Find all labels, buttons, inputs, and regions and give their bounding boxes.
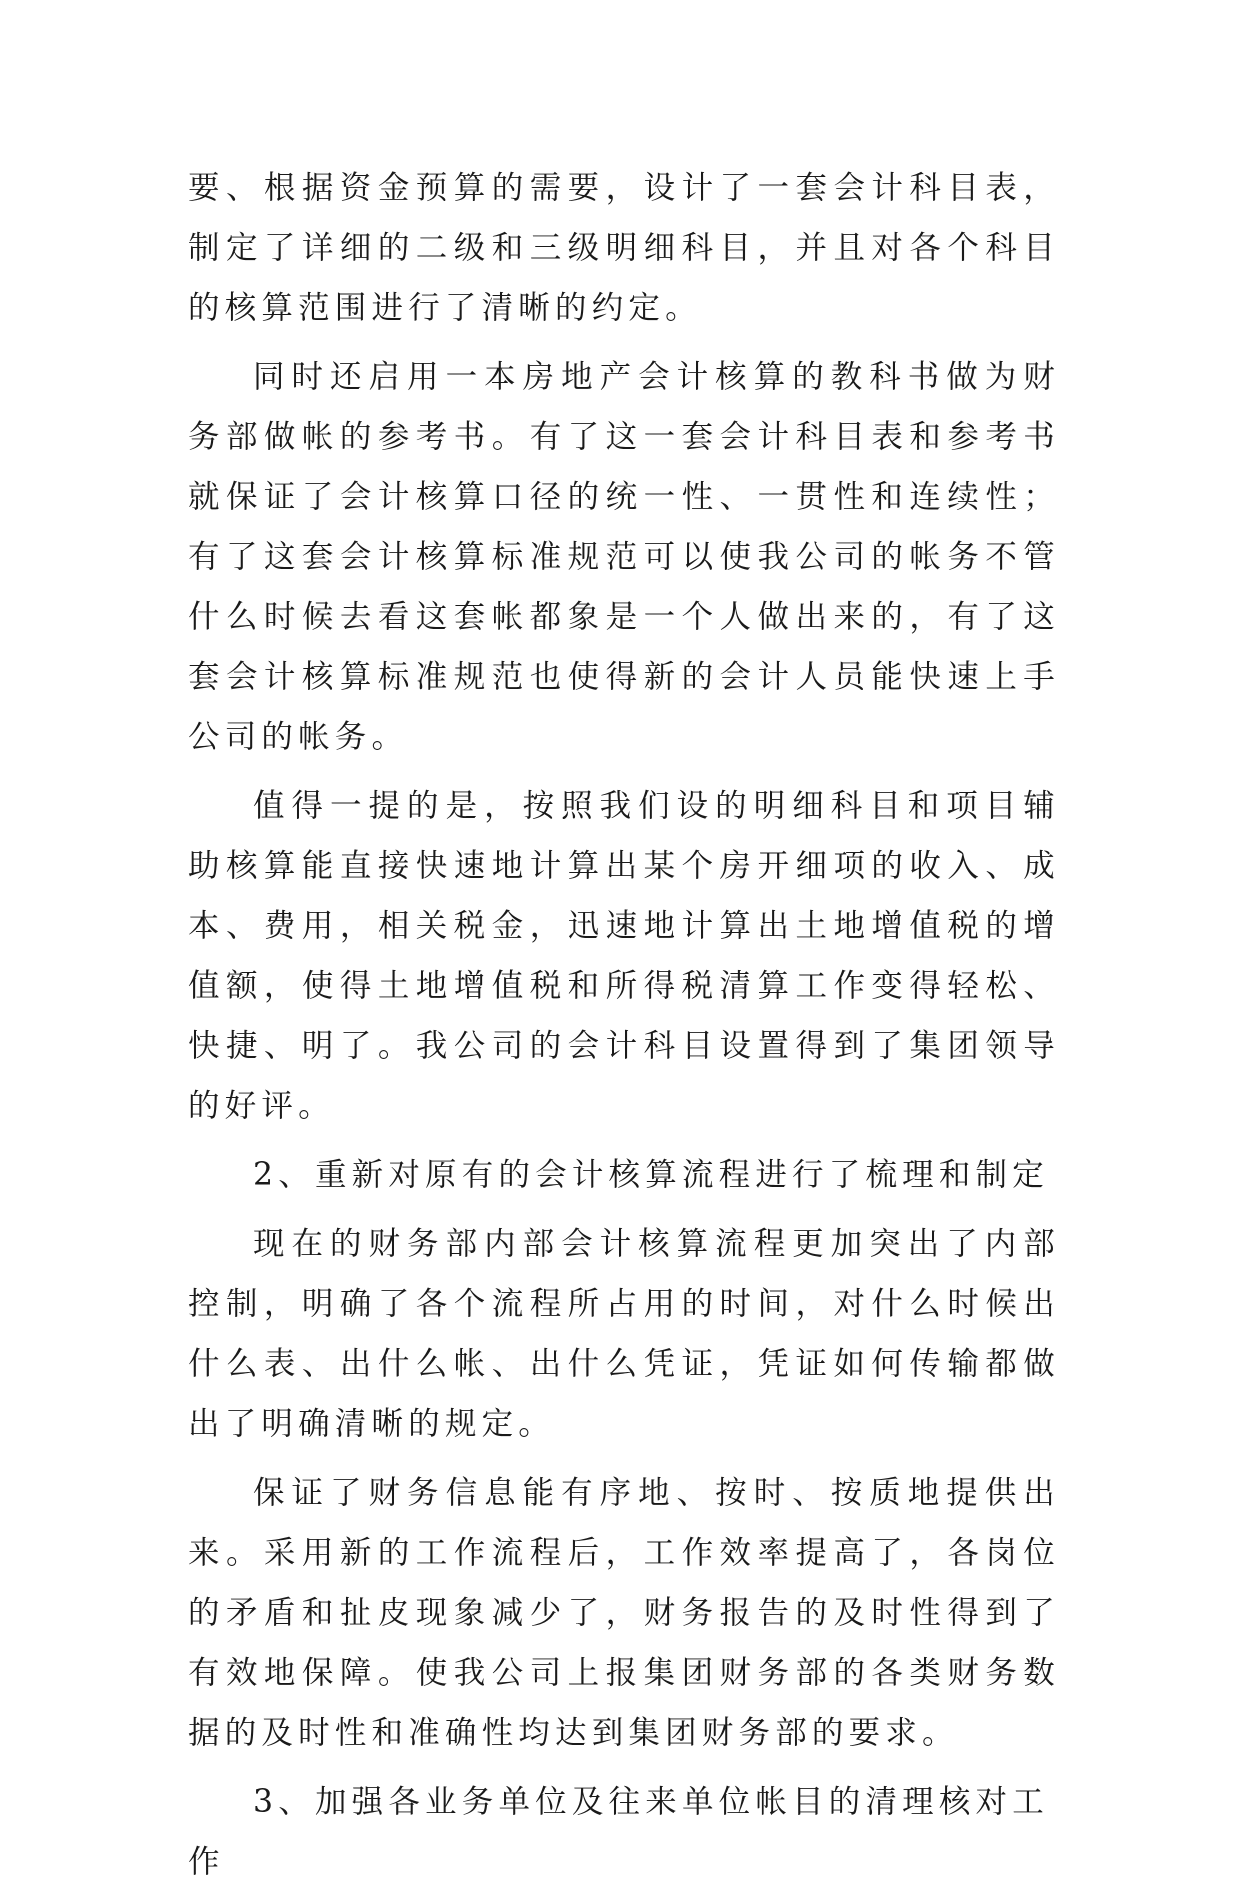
section-heading-3: 3、加强各业务单位及往来单位帐目的清理核对工作 [188,1784,1049,1880]
paragraph-2: 同时还启用一本房地产会计核算的教科书做为财务部做帐的参考书。有了这一套会计科目表和参考书就保证了会计核算口径的统一性、一贯性和连续性；有了这套会计核算标准规范可以使我公司的帐务不管什么时候去看这套帐都象是一个人做出来的，有了这套会计核算标准规范也使得新的会计人员能快速上手公司的帐务。 [188,359,1060,755]
paragraph-3: 值得一提的是，按照我们设的明细科目和项目辅助核算能直接快速地计算出某个房开细项的收入、成本、费用，相关税金，迅速地计算出土地增值税的增值额，使得土地增值税和所得税清算工作变得轻松、快捷、明了。我公司的会计科目设置得到了集团领导的好评。 [188,788,1060,1124]
paragraph-5: 保证了财务信息能有序地、按时、按质地提供出来。采用新的工作流程后，工作效率提高了，各岗位的矛盾和扯皮现象减少了，财务报告的及时性得到了有效地保障。使我公司上报集团财务部的各类财务数据的及时性和准确性均达到集团财务部的要求。 [188,1475,1060,1751]
document-body [188,158,1060,1901]
paragraph-1: 要、根据资金预算的需要，设计了一套会计科目表，制定了详细的二级和三级明细科目，并且对各个科目的核算范围进行了清晰的约定。 [188,170,1060,326]
paragraph-4: 现在的财务部内部会计核算流程更加突出了内部控制，明确了各个流程所占用的时间，对什么时候出什么表、出什么帐、出什么凭证，凭证如何传输都做出了明确清晰的规定。 [188,1226,1060,1442]
section-heading-2: 2、重新对原有的会计核算流程进行了梳理和制定 [253,1157,1049,1193]
